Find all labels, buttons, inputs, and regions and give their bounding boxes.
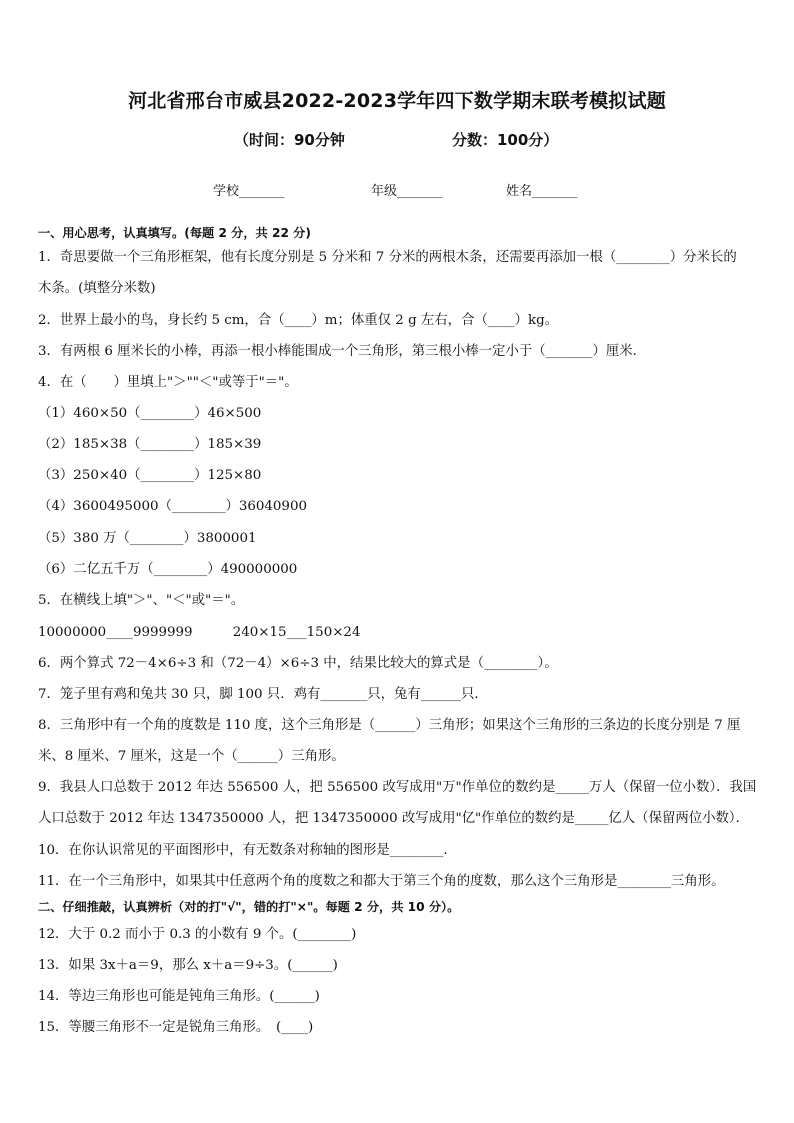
question-1-line-2: 木条。(填整分米数) [38,281,156,296]
question-8-line-2: 米、8 厘米、7 厘米，这是一个（______）三角形。 [38,749,345,764]
question-15: 15．等腰三角形不一定是锐角三角形。 (____) [38,1020,314,1035]
question-5: 5．在横线上填"＞"、"＜"或"＝"。 [38,593,245,608]
school-field[interactable]: 学校_______ [213,184,285,199]
question-1-line-1: 1．奇思要做一个三角形框架，他有长度分别是 5 分米和 7 分米的两根木条，还需要再添加一根（________）分米长的 [38,250,737,265]
question-10: 10．在你认识常见的平面图形中，有无数条对称轴的图形是________． [38,843,457,858]
question-4-item-2: （2）185×38（________）185×39 [38,437,262,452]
question-12: 12．大于 0.2 而小于 0.3 的小数有 9 个。(________) [38,927,357,942]
question-9-line-2: 人口总数于 2012 年达 1347350000 人，把 1347350000 改写成用"亿"作单位的数约是_____亿人（保留两位小数）． [38,811,749,826]
exam-time: （时间：90分钟 [234,131,345,149]
section-2-heading: 二、仔细推敲，认真辨析（对的打"√"，错的打"×"。每题 2 分，共 10 分）。 [38,900,460,914]
name-field[interactable]: 姓名_______ [506,184,578,199]
question-3: 3．有两根 6 厘米长的小棒，再添一根小棒能围成一个三角形，第三根小棒一定小于（_______）厘米． [38,344,647,359]
question-11: 11．在一个三角形中，如果其中任意两个角的度数之和都大于第三个角的度数，那么这个三角形是________三角形。 [38,874,725,889]
question-4: 4．在（ ）里填上"＞""＜"或等于"＝"。 [38,375,298,390]
section-1-heading: 一、用心思考，认真填写。(每题 2 分，共 22 分) [38,226,311,240]
question-4-item-1: （1）460×50（________）46×500 [38,406,262,421]
question-14: 14．等边三角形也可能是钝角三角形。(______) [38,989,320,1004]
question-4-item-5: （5）380 万（________）3800001 [38,531,257,546]
grade-field[interactable]: 年级_______ [371,184,443,199]
question-2: 2．世界上最小的鸟，身长约 5 cm，合（____）m；体重仅 2 g 左右，合（____）kg。 [38,313,559,328]
exam-title: 河北省邢台市威县2022-2023学年四下数学期末联考模拟试题 [128,90,666,112]
question-6: 6．两个算式 72－4×6÷3 和（72－4）×6÷3 中，结果比较大的算式是（________）。 [38,656,558,671]
question-13: 13．如果 3x＋a＝9，那么 x＋a＝9÷3。(______) [38,958,338,973]
question-7: 7．笼子里有鸡和兔共 30 只，脚 100 只．鸡有_______只，兔有______只． [38,687,488,702]
question-8-line-1: 8．三角形中有一个角的度数是 110 度，这个三角形是（______）三角形；如果这个三角形的三条边的长度分别是 7 厘 [38,718,741,733]
question-4-item-6: （6）二亿五千万（________）490000000 [38,562,298,577]
question-9-line-1: 9．我县人口总数于 2012 年达 556500 人，把 556500 改写成用"万"作单位的数约是_____万人（保留一位小数）．我国 [38,780,757,795]
question-4-item-3: （3）250×40（________）125×80 [38,468,262,483]
question-4-item-4: （4）3600495000（________）36040900 [38,499,307,514]
question-5-items: 10000000____9999999 240×15___150×24 [38,625,361,640]
exam-score: 分数：100分） [452,131,559,149]
